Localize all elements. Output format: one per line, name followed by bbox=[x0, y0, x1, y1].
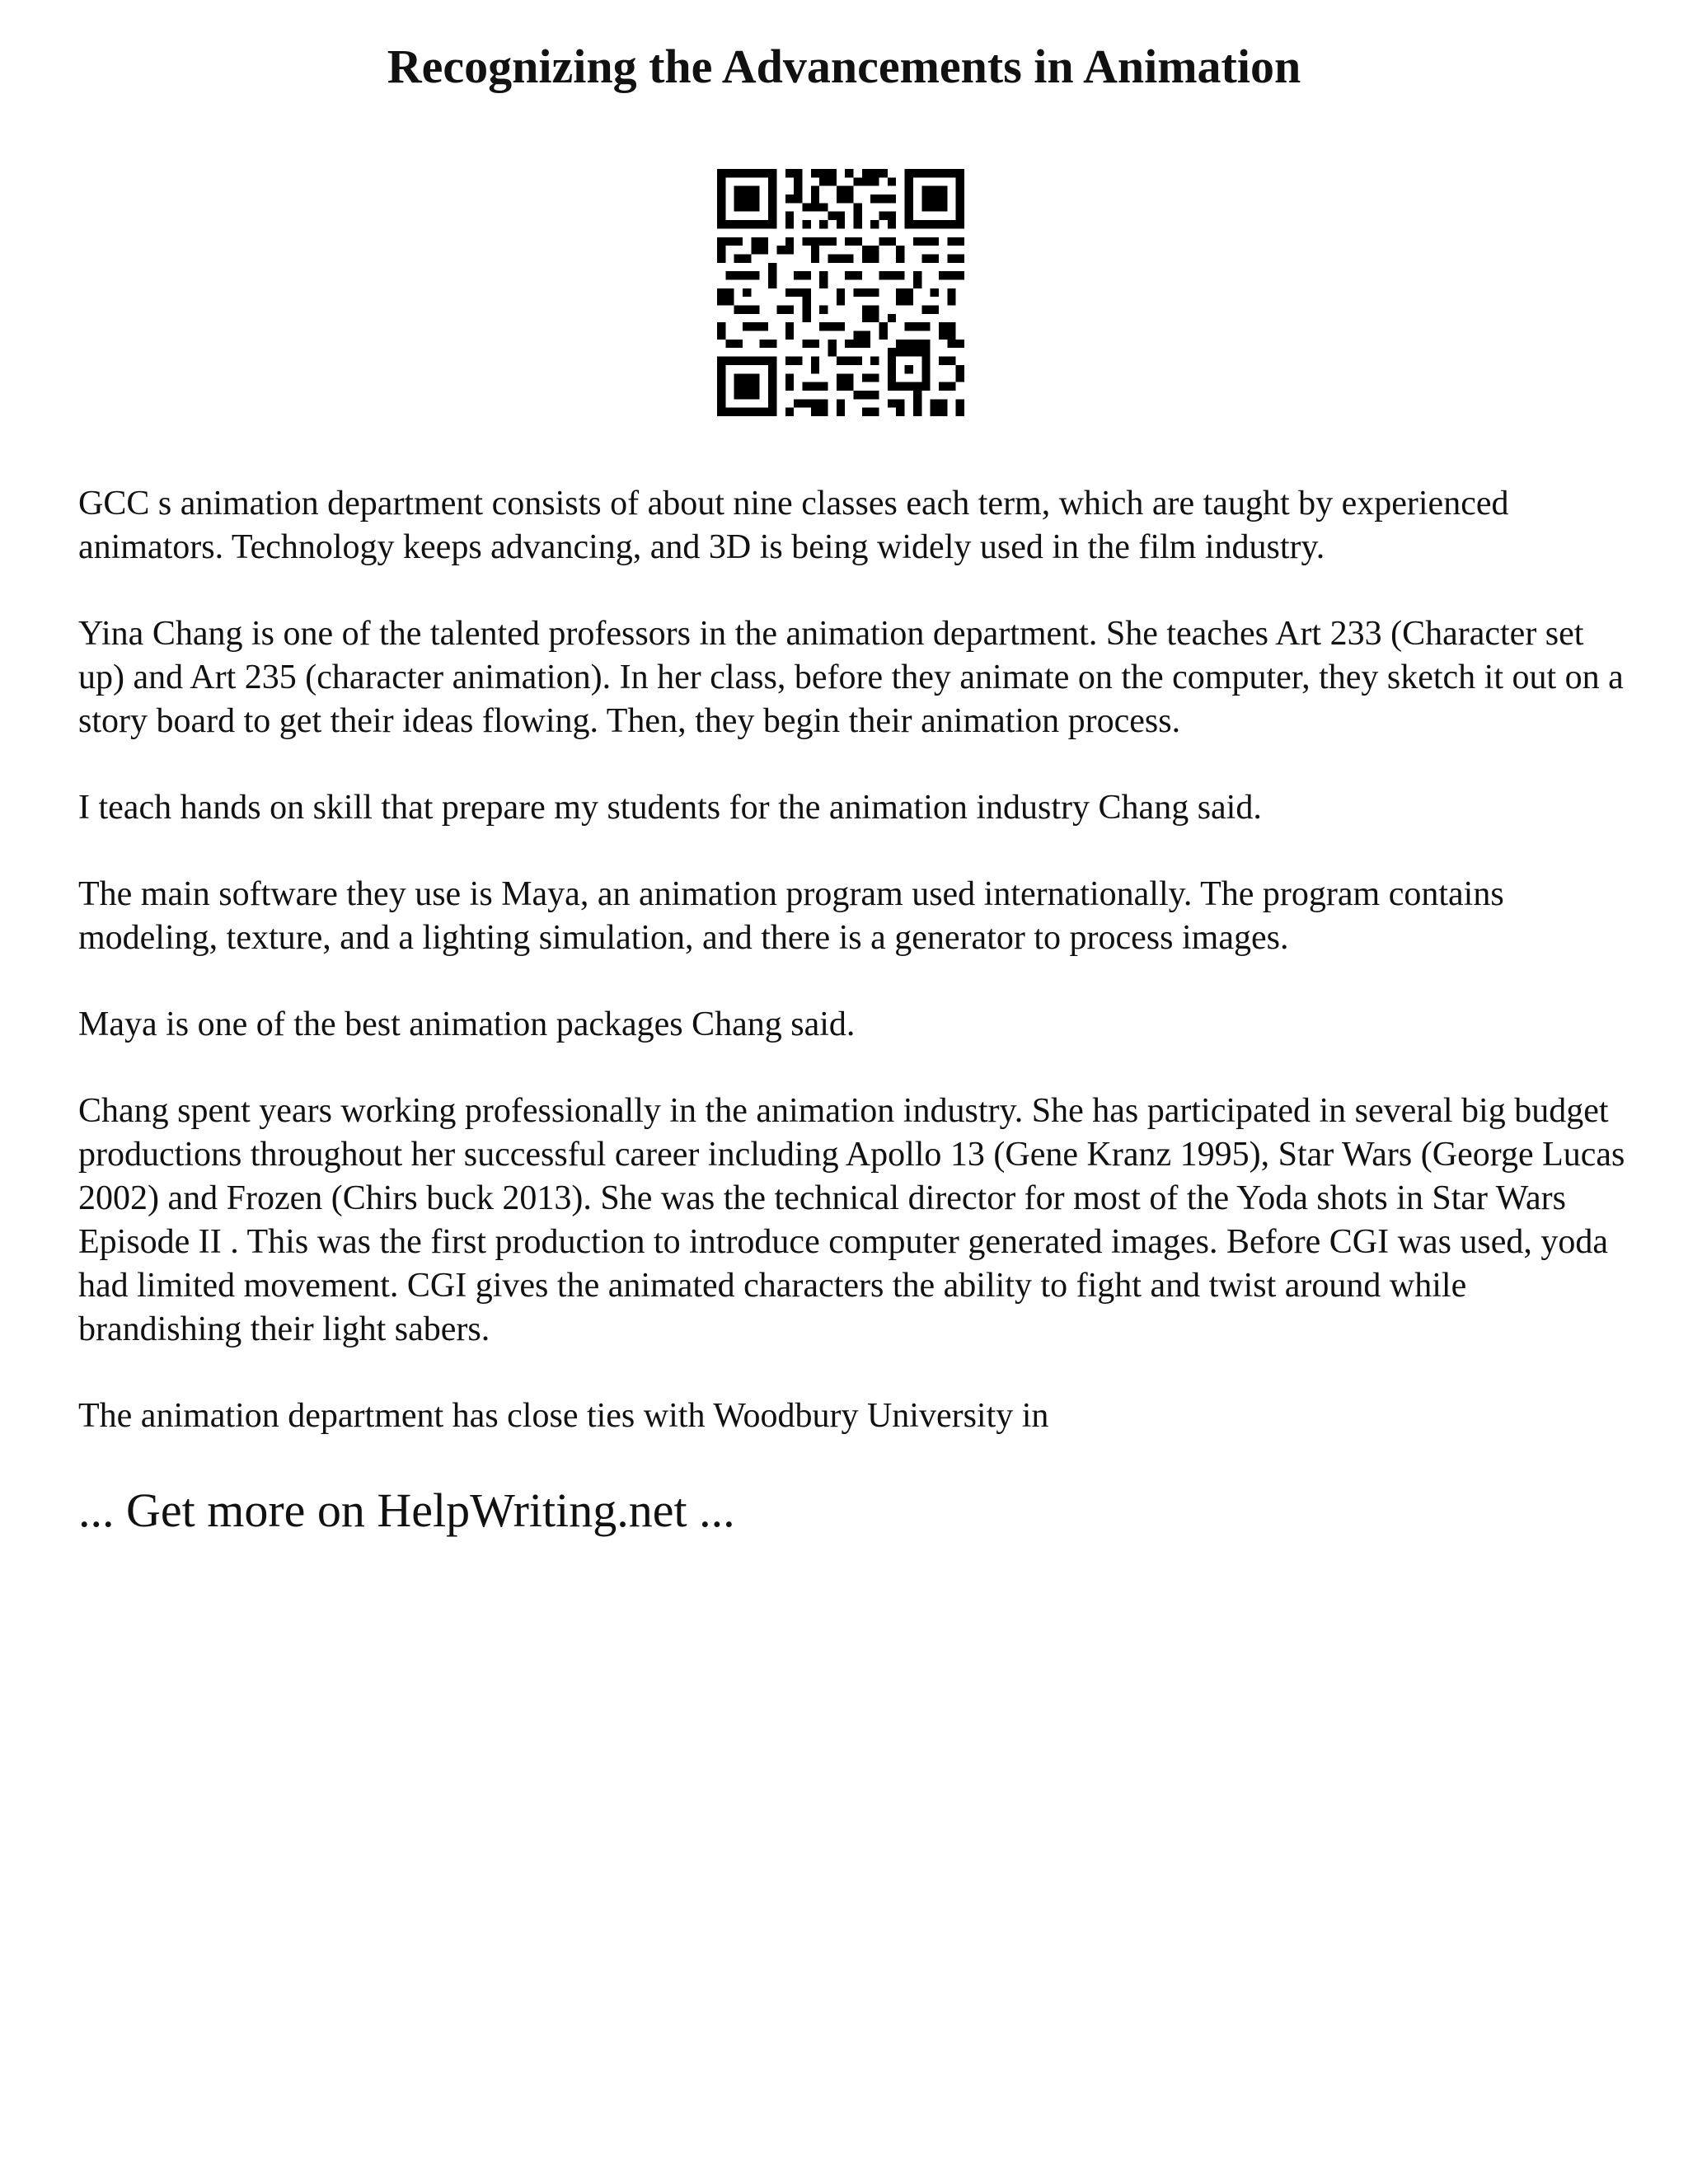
page-title: Recognizing the Advancements in Animation bbox=[387, 40, 1301, 93]
article-paragraph: The main software they use is Maya, an animation program used internationally. The program contains modeling, texture, and a lighting simulation, and there is a generator to process images. bbox=[78, 875, 1504, 957]
article-paragraph: Chang spent years working professionally in the animation industry. She has participated in several big budget productions throughout her successful career including Apollo 13 (Gene Kranz 1995), Star Wars (George Lucas 2002) and Frozen (Chirs buck 2013). She was the technical director for most of the Yoda shots in Star Wars Episode II . This was the first production to introduce computer generated images. Before CGI was used, yoda had limited movement. CGI gives the animated characters the ability to fight and twist around while brandishing their light sabers. bbox=[78, 1092, 1625, 1348]
article-paragraph: GCC s animation department consists of about nine classes each term, which are taught by experienced animators. Technology keeps advancing, and 3D is being widely used in the film industry. bbox=[78, 485, 1509, 566]
more-link[interactable]: ... Get more on HelpWriting.net ... bbox=[78, 1483, 735, 1537]
article-body bbox=[78, 482, 1636, 1540]
article-paragraph: Maya is one of the best animation packages Chang said. bbox=[78, 1005, 856, 1043]
article-paragraph: Yina Chang is one of the talented professors in the animation department. She teaches Art 233 (Character set up) and Art 235 (character animation). In her class, before they animate on the computer, they sketch it out on a story board to get their ideas flowing. Then, they begin their animation process. bbox=[78, 615, 1624, 740]
article-paragraph: The animation department has close ties with Woodbury University in bbox=[78, 1397, 1049, 1435]
article-paragraph: I teach hands on skill that prepare my students for the animation industry Chang said. bbox=[78, 789, 1262, 827]
qr-code-icon bbox=[717, 169, 964, 416]
